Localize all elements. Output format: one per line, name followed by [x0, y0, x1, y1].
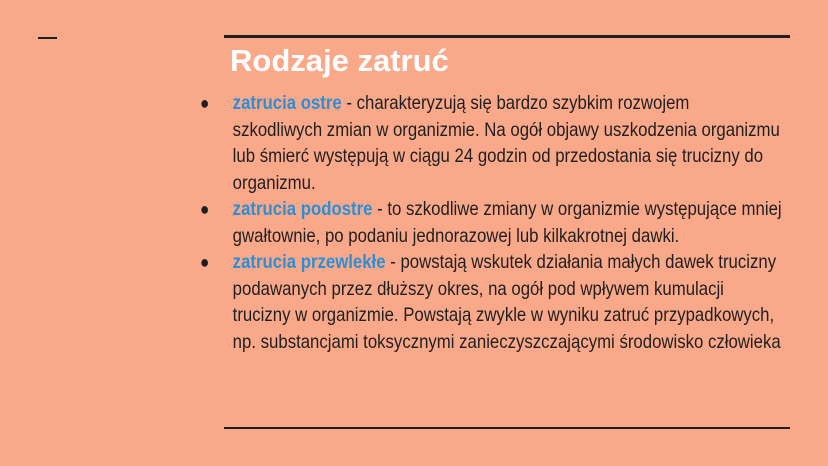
term-label: zatrucia przewlekłe — [232, 251, 386, 273]
term-description: - to szkodliwe zmiany w organizmie występujące mniej gwałtownie, po podaniu jednorazowej lub kilkakrotnej dawki. — [232, 198, 782, 247]
slide-title: Rodzaje zatruć — [230, 43, 449, 78]
bullet-icon: ● — [200, 252, 210, 272]
list-item-subacute — [200, 196, 783, 249]
list-item-acute — [200, 90, 783, 196]
term-label: zatrucia ostre — [232, 92, 342, 114]
corner-dash-decoration — [38, 37, 57, 39]
bullet-icon: ● — [200, 93, 210, 113]
bullet-list — [200, 90, 790, 355]
list-item-chronic — [200, 249, 783, 355]
bullet-icon: ● — [200, 199, 210, 219]
content-bottom-rule — [224, 427, 790, 429]
term-description: - charakteryzują się bardzo szybkim rozwojem szkodliwych zmian w organizmie. Na ogół objawy uszkodzenia organizmu lub śmierć występują w ciągu 24 godzin od przedostania się trucizny do organizmu. — [232, 92, 780, 194]
term-label: zatrucia podostre — [232, 198, 373, 220]
term-description: - powstają wskutek działania małych dawek trucizny podawanych przez dłuższy okres, na ogół pod wpływem kumulacji trucizny w organizmie. Powstają zwykle w wyniku zatruć przypadkowych, np. substancjami toksycznymi zanieczyszczającymi środowisko człowieka — [232, 251, 781, 353]
title-top-rule — [224, 35, 790, 38]
